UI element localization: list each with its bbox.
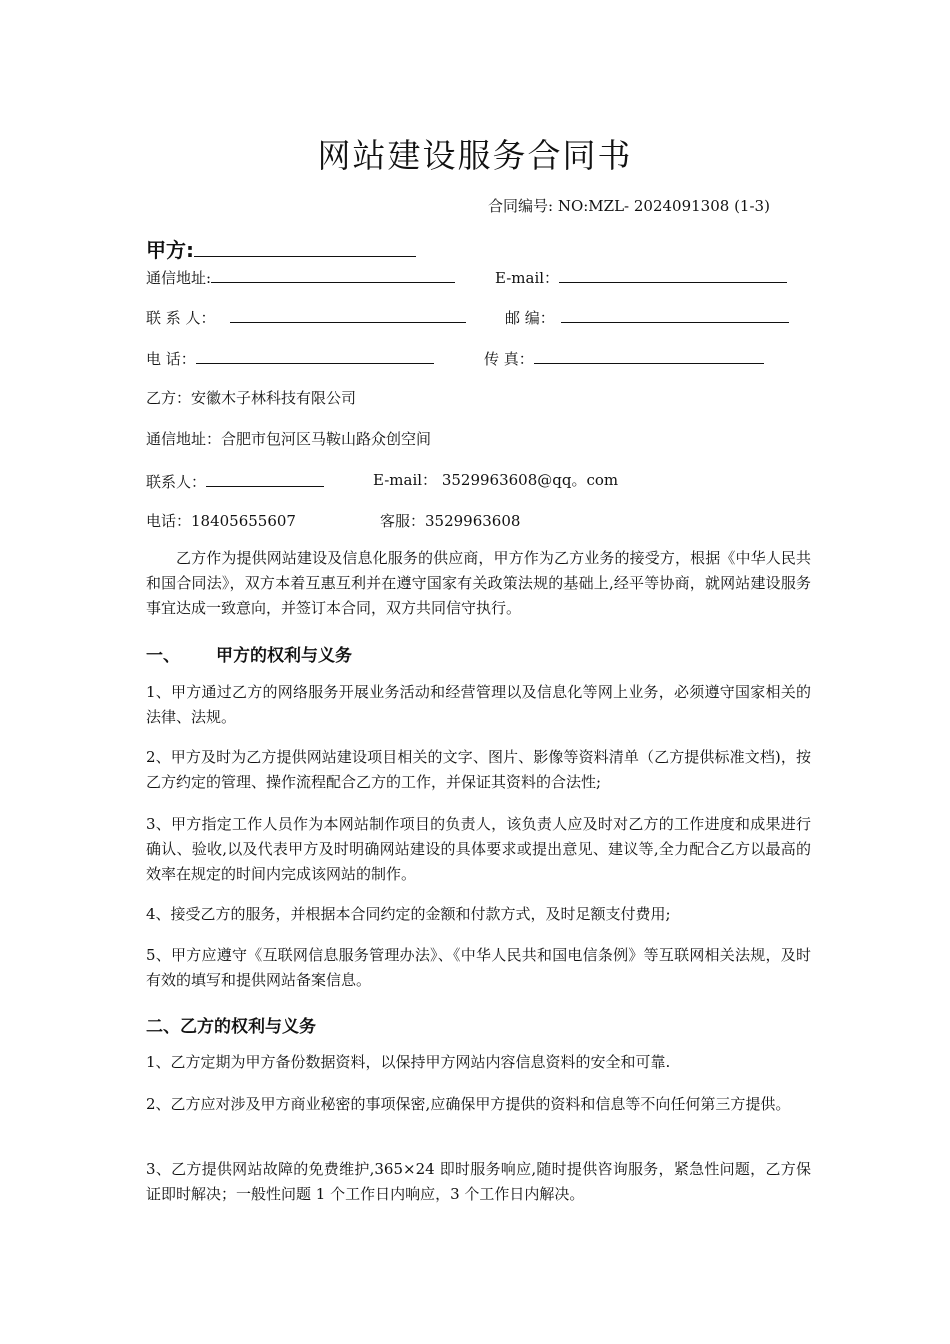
party-b-contact-blank <box>206 470 324 487</box>
party-a-address-row <box>146 266 455 288</box>
party-b-email: E-mail： 3529963608@qq。com <box>373 471 619 489</box>
party-b-name: 乙方：安徽木子林科技有限公司 <box>146 389 357 407</box>
party-a-postcode-blank <box>561 306 789 323</box>
party-a-postcode-row <box>505 306 789 328</box>
section-1-number: 一、 <box>146 646 180 666</box>
party-a-contact-blank <box>230 306 466 323</box>
party-a-fax-label: 传 真： <box>484 350 534 368</box>
section-1-item: 5、甲方应遵守《互联网信息服务管理办法》、《中华人民共和国电信条例》等互联网相关法规，及时有效的填写和提供网站备案信息。 <box>146 946 811 989</box>
section-2-heading: 二、乙方的权利与义务 <box>146 1017 316 1037</box>
party-a-contact-row <box>146 306 466 328</box>
party-a-contact-label: 联 系 人： <box>146 309 216 327</box>
party-b-phone: 电话：18405655607 <box>146 512 296 530</box>
contract-number: 合同编号: NO:MZL- 2024091308 (1-3) <box>488 197 770 215</box>
party-a-heading <box>146 234 416 263</box>
party-a-label: 甲方: <box>146 238 194 262</box>
party-b-service: 客服：3529963608 <box>380 512 521 530</box>
party-a-name-blank <box>194 240 416 257</box>
party-a-email-label: E-mail： <box>495 269 560 287</box>
party-a-fax-blank <box>534 347 764 364</box>
section-1-item: 2、甲方及时为乙方提供网站建设项目相关的文字、图片、影像等资料清单（乙方提供标准文档)，按乙方约定的管理、操作流程配合乙方的工作，并保证其资料的合法性; <box>146 748 811 791</box>
party-a-address-label: 通信地址: <box>146 269 212 287</box>
section-2-item: 1、乙方定期为甲方备份数据资料，以保持甲方网站内容信息资料的安全和可靠. <box>146 1053 671 1071</box>
party-a-phone-blank <box>196 347 434 364</box>
section-1-heading <box>146 641 352 666</box>
section-1-item: 1、甲方通过乙方的网络服务开展业务活动和经营管理以及信息化等网上业务，必须遵守国家相关的法律、法规。 <box>146 683 811 726</box>
intro-paragraph: 乙方作为提供网站建设及信息化服务的供应商，甲方作为乙方业务的接受方，根据《中华人民共和国合同法》，双方本着互惠互利并在遵守国家有关政策法规的基础上,经平等协商，就网站建设服务事宜达成一致意向，并签订本合同，双方共同信守执行。 <box>146 549 811 617</box>
section-1-item: 3、甲方指定工作人员作为本网站制作项目的负责人，该负责人应及时对乙方的工作进度和成果进行确认、验收,以及代表甲方及时明确网站建设的具体要求或提出意见、建议等,全力配合乙方以最高的效率在规定的时间内完成该网站的制作。 <box>146 815 811 883</box>
section-2-item: 2、乙方应对涉及甲方商业秘密的事项保密,应确保甲方提供的资料和信息等不向任何第三方提供。 <box>146 1095 791 1113</box>
section-1-item: 4、接受乙方的服务，并根据本合同约定的金额和付款方式，及时足额支付费用; <box>146 905 671 923</box>
party-a-phone-row <box>146 347 434 369</box>
party-a-fax-row <box>484 347 764 369</box>
party-a-email-blank <box>559 266 787 283</box>
section-2-item: 3、乙方提供网站故障的免费维护,365×24 即时服务响应,随时提供咨询服务，紧急性问题，乙方保证即时解决；一般性问题 1 个工作日内响应，3 个工作日内解决。 <box>146 1160 811 1203</box>
party-a-postcode-label: 邮 编： <box>505 309 555 327</box>
section-1-title: 甲方的权利与义务 <box>216 646 352 666</box>
document-title: 网站建设服务合同书 <box>317 136 633 175</box>
party-b-address: 通信地址：合肥市包河区马鞍山路众创空间 <box>146 430 432 448</box>
party-b-contact-label: 联系人： <box>146 473 207 491</box>
party-a-address-blank <box>211 266 455 283</box>
party-b-contact-row <box>146 470 324 492</box>
party-a-email-row <box>495 266 787 288</box>
party-a-phone-label: 电 话： <box>146 350 196 368</box>
